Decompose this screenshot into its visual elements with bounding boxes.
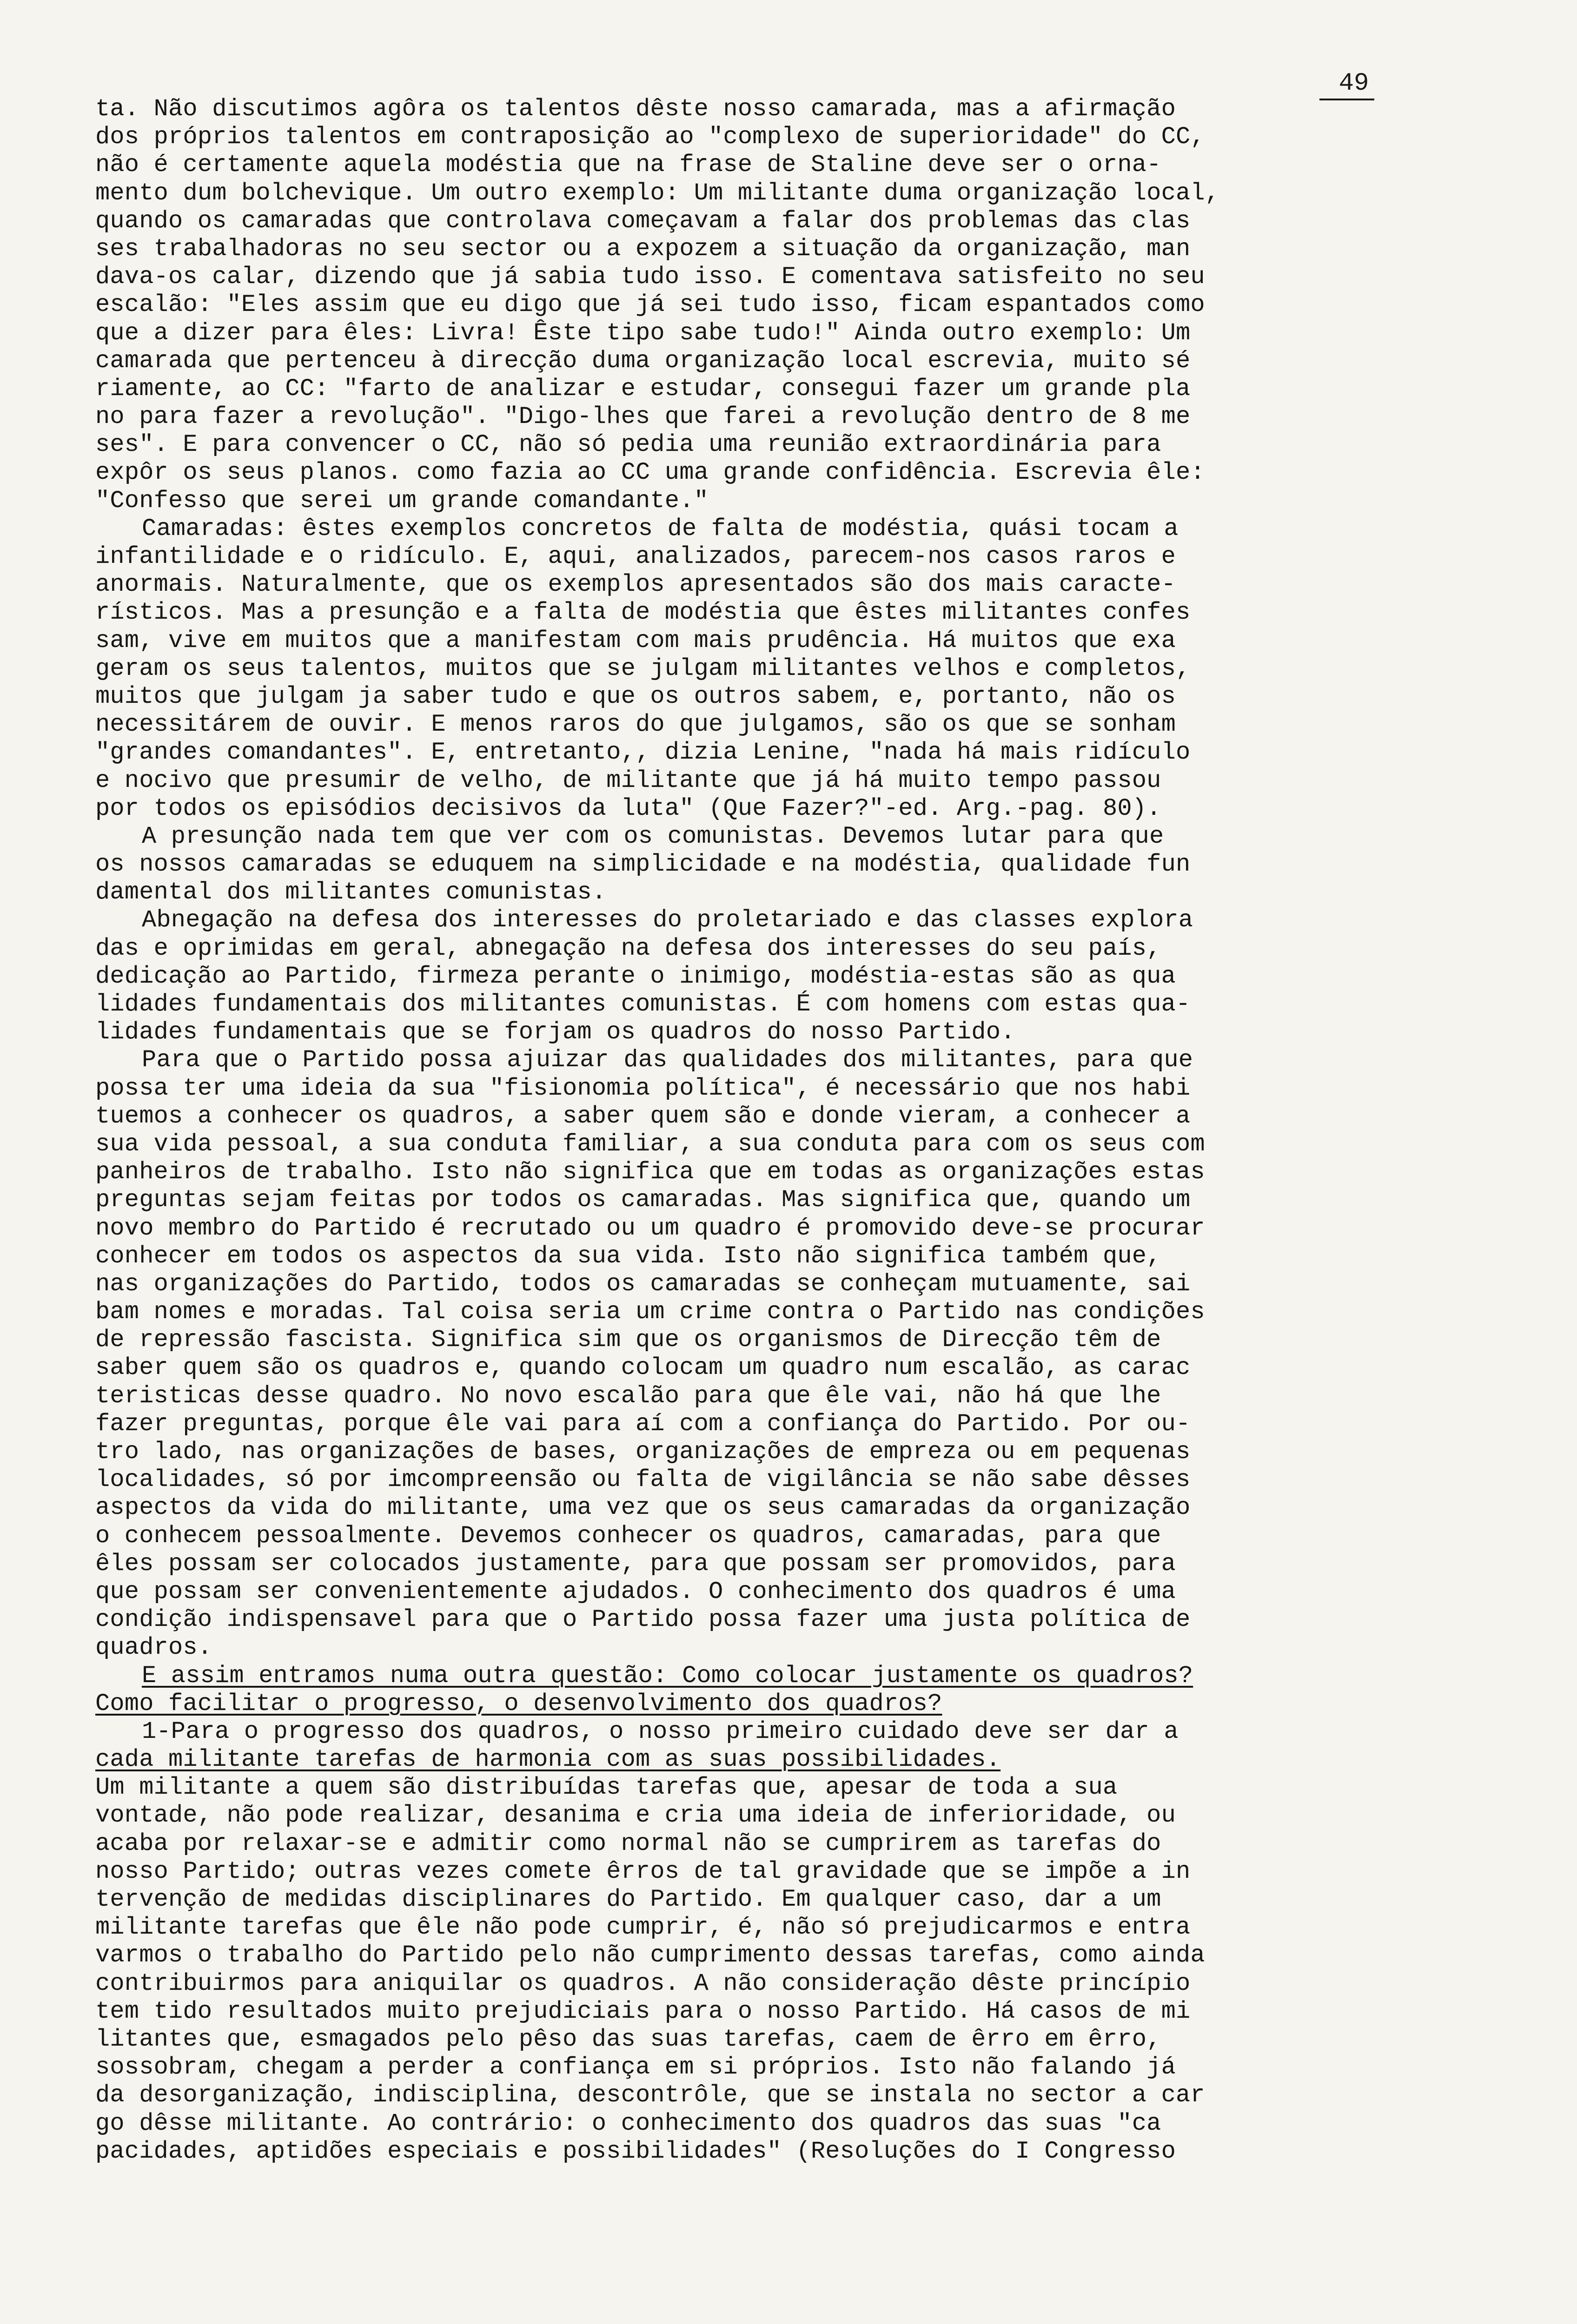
text-line xyxy=(95,1130,1495,1158)
text-line-content: panheiros de trabalho. Isto não significa que em todas as organizações estas xyxy=(95,1158,1205,1186)
text-line xyxy=(95,963,1495,990)
text-line xyxy=(95,1018,1495,1046)
text-line-content: camarada que pertenceu à direcção duma organização local escrevia, muito sé xyxy=(95,347,1191,375)
text-line xyxy=(95,2026,1495,2053)
text-line-content: no para fazer a revolução". "Digo-lhes que farei a revolução dentro de 8 me xyxy=(95,403,1191,431)
text-line-content: Camaradas: êstes exemplos concretos de falta de modéstia, quási tocam a xyxy=(142,515,1179,542)
text-line xyxy=(95,1158,1495,1186)
text-line xyxy=(95,207,1495,235)
text-line xyxy=(95,1242,1495,1270)
text-line xyxy=(95,711,1495,739)
text-line-content: necessitárem de ouvir. E menos raros do que julgamos, são os que se sonham xyxy=(95,711,1176,739)
text-line-content: ses trabalhadoras no seu sector ou a expozem a situação da organização, man xyxy=(95,235,1191,263)
text-line-content: preguntas sejam feitas por todos os camaradas. Mas significa que, quando um xyxy=(95,1186,1191,1214)
text-line-content: novo membro do Partido é recrutado ou um quadro é promovido deve-se procurar xyxy=(95,1214,1205,1242)
text-line-content: muitos que julgam ja saber tudo e que os outros sabem, e, portanto, não os xyxy=(95,682,1176,710)
text-line xyxy=(95,151,1495,179)
text-line xyxy=(95,459,1495,487)
text-line-content: acaba por relaxar-se e admitir como normal não se cumprirem as tarefas do xyxy=(95,1829,1161,1857)
text-line xyxy=(95,1326,1495,1354)
text-line-content: dedicação ao Partido, firmeza perante o inimigo, modéstia-estas são as qua xyxy=(95,962,1176,990)
text-line-content: das e oprimidas em geral, abnegação na defesa dos interesses do seu país, xyxy=(95,934,1161,962)
text-line xyxy=(95,1046,1495,1074)
text-line-content: o conhecem pessoalmente. Devemos conhecer os quadros, camaradas, para que xyxy=(95,1522,1161,1550)
text-line xyxy=(95,599,1495,627)
text-line-content: conhecer em todos os aspectos da sua vida. Isto não significa também que, xyxy=(95,1242,1161,1270)
text-line xyxy=(95,1410,1495,1438)
text-line-content: quadros. xyxy=(95,1634,212,1662)
text-line xyxy=(95,515,1495,543)
text-line xyxy=(95,1941,1495,1969)
text-line xyxy=(95,291,1495,319)
text-line-content: de repressão fascista. Significa sim que os organismos de Direcção têm de xyxy=(95,1326,1161,1354)
text-line-content: dos próprios talentos em contraposição ao "complexo de superioridade" do CC, xyxy=(95,123,1205,151)
text-line xyxy=(95,1914,1495,1941)
text-line-content: litantes que, esmagados pelo pêso das suas tarefas, caem de êrro em êrro, xyxy=(95,2025,1161,2053)
text-line xyxy=(95,795,1495,823)
text-line xyxy=(95,1382,1495,1410)
text-line-content: teristicas desse quadro. No novo escalão para que êle vai, não há que lhe xyxy=(95,1382,1161,1410)
text-line-content: saber quem são os quadros e, quando colocam um quadro num escalão, as carac xyxy=(95,1354,1191,1382)
text-line-content: pacidades, aptidões especiais e possibilidades" (Resoluções do I Congresso xyxy=(95,2137,1176,2165)
text-line xyxy=(95,1438,1495,1466)
text-line-content: "grandes comandantes". E, entretanto,, dizia Lenine, "nada há mais ridículo xyxy=(95,739,1191,766)
text-line xyxy=(95,375,1495,403)
text-line-content: damental dos militantes comunistas. xyxy=(95,878,607,906)
text-line-content: mento dum bolchevique. Um outro exemplo: Um militante duma organização local, xyxy=(95,179,1220,207)
text-line-content: geram os seus talentos, muitos que se julgam militantes velhos e completos, xyxy=(95,654,1191,682)
text-line-content: da desorganização, indisciplina, descontrôle, que se instala no sector a car xyxy=(95,2081,1205,2109)
text-line xyxy=(95,1578,1495,1606)
text-line xyxy=(95,1075,1495,1103)
text-line-content: bam nomes e moradas. Tal coisa seria um crime contra o Partido nas condições xyxy=(95,1298,1205,1326)
text-line xyxy=(95,2110,1495,2138)
text-line-content: tem tido resultados muito prejudiciais para o nosso Partido. Há casos de mi xyxy=(95,1997,1191,2025)
text-line xyxy=(95,655,1495,683)
text-line xyxy=(95,1718,1495,1746)
text-line-content: riamente, ao CC: "farto de analizar e estudar, consegui fazer um grande pla xyxy=(95,375,1191,403)
text-line-content: e nocivo que presumir de velho, de militante que já há muito tempo passou xyxy=(95,766,1161,794)
text-line xyxy=(95,123,1495,151)
text-line xyxy=(95,263,1495,291)
text-line-content: E assim entramos numa outra questão: Como colocar justamente os quadros? xyxy=(142,1662,1193,1690)
text-line xyxy=(95,1774,1495,1802)
text-line xyxy=(95,1298,1495,1326)
text-line xyxy=(95,1830,1495,1858)
text-line xyxy=(95,235,1495,263)
text-line xyxy=(95,823,1495,851)
text-line-content: fazer preguntas, porque êle vai para aí com a confiança do Partido. Por ou- xyxy=(95,1410,1191,1438)
text-line xyxy=(95,627,1495,655)
text-line xyxy=(95,543,1495,571)
text-line-content: tuemos a conhecer os quadros, a saber quem são e donde vieram, a conhecer a xyxy=(95,1102,1191,1130)
text-line-content: A presunção nada tem que ver com os comunistas. Devemos lutar para que xyxy=(142,822,1164,850)
text-line-content: ta. Não discutimos agôra os talentos dêste nosso camarada, mas a afirmação xyxy=(95,95,1176,123)
text-line-content: Como facilitar o progresso, o desenvolvimento dos quadros? xyxy=(95,1690,942,1717)
page-number: 49 xyxy=(1338,69,1369,98)
text-line xyxy=(95,1690,1495,1718)
text-line xyxy=(95,179,1495,207)
text-line-content: Para que o Partido possa ajuizar das qualidades dos militantes, para que xyxy=(142,1046,1193,1074)
text-line-content: tro lado, nas organizações de bases, organizações de empreza ou em pequenas xyxy=(95,1438,1191,1466)
text-line-content: Abnegação na defesa dos interesses do proletariado e das classes explora xyxy=(142,906,1193,934)
text-line-content: não é certamente aquela modéstia que na frase de Staline deve ser o orna- xyxy=(95,151,1161,179)
body-text xyxy=(95,95,1495,2166)
text-line-content: infantilidade e o ridículo. E, aqui, analizados, parecem-nos casos raros e xyxy=(95,543,1176,570)
text-line xyxy=(95,1466,1495,1494)
text-line-content: os nossos camaradas se eduquem na simplicidade e na modéstia, qualidade fun xyxy=(95,851,1191,878)
text-line xyxy=(95,1858,1495,1886)
text-line xyxy=(95,571,1495,599)
text-line-content: nosso Partido; outras vezes comete êrros de tal gravidade que se impõe a in xyxy=(95,1857,1191,1885)
text-line xyxy=(95,1970,1495,1998)
text-line-content: escalão: "Eles assim que eu digo que já sei tudo isso, ficam espantados como xyxy=(95,291,1205,319)
text-line xyxy=(95,1550,1495,1578)
text-line xyxy=(95,1494,1495,1522)
text-line-content: cada militante tarefas de harmonia com as suas possibilidades. xyxy=(95,1746,1001,1774)
text-line xyxy=(95,851,1495,878)
text-line-content: que possam ser convenientemente ajudados. O conhecimento dos quadros é uma xyxy=(95,1578,1176,1605)
text-line-content: possa ter uma ideia da sua "fisionomia política", é necessário que nos habi xyxy=(95,1074,1191,1102)
text-line-content: Um militante a quem são distribuídas tarefas que, apesar de toda a sua xyxy=(95,1774,1118,1802)
text-line-content: 1-Para o progresso dos quadros, o nosso primeiro cuidado deve ser dar a xyxy=(142,1717,1179,1745)
text-line xyxy=(95,767,1495,795)
text-line xyxy=(95,1270,1495,1298)
text-line-content: tervenção de medidas disciplinares do Partido. Em qualquer caso, dar a um xyxy=(95,1886,1161,1913)
text-line xyxy=(95,1522,1495,1550)
text-line-content: localidades, só por imcompreensão ou falta de vigilância se não sabe dêsses xyxy=(95,1466,1191,1494)
text-line-content: sossobram, chegam a perder a confiança em si próprios. Isto não falando já xyxy=(95,2053,1176,2081)
text-line xyxy=(95,2138,1495,2166)
text-line xyxy=(95,878,1495,906)
text-line-content: aspectos da vida do militante, uma vez que os seus camaradas da organização xyxy=(95,1494,1191,1522)
text-line xyxy=(95,739,1495,766)
text-line-content: lidades fundamentais dos militantes comunistas. É com homens com estas qua- xyxy=(95,990,1191,1018)
text-line xyxy=(95,1215,1495,1242)
text-line-content: contribuirmos para aniquilar os quadros. A não consideração dêste princípio xyxy=(95,1969,1191,1997)
text-line-content: vontade, não pode realizar, desanima e cria uma ideia de inferioridade, ou xyxy=(95,1802,1176,1829)
text-line-content: militante tarefas que êle não pode cumprir, é, não só prejudicarmos e entra xyxy=(95,1914,1191,1941)
text-line-content: go dêsse militante. Ao contrário: o conhecimento dos quadros das suas "ca xyxy=(95,2109,1161,2137)
text-line xyxy=(95,487,1495,515)
text-line-content: varmos o trabalho do Partido pelo não cumprimento dessas tarefas, como ainda xyxy=(95,1941,1205,1969)
text-line xyxy=(95,1746,1495,1774)
text-line-content: ses". E para convencer o CC, não só pedia uma reunião extraordinária para xyxy=(95,431,1161,459)
text-line xyxy=(95,1802,1495,1829)
text-line xyxy=(95,2053,1495,2081)
text-line-content: anormais. Naturalmente, que os exemplos apresentados são dos mais caracte- xyxy=(95,571,1176,599)
text-line xyxy=(95,347,1495,375)
text-line xyxy=(95,1662,1495,1690)
text-line xyxy=(95,1886,1495,1914)
text-line xyxy=(95,1634,1495,1662)
text-line-content: sam, vive em muitos que a manifestam com mais prudência. Há muitos que exa xyxy=(95,627,1176,654)
text-line xyxy=(95,935,1495,963)
text-line xyxy=(95,683,1495,711)
text-line xyxy=(95,906,1495,934)
text-line-content: expôr os seus planos. como fazia ao CC uma grande confidência. Escrevia êle: xyxy=(95,459,1205,487)
text-line xyxy=(95,2081,1495,2109)
text-line-content: êles possam ser colocados justamente, para que possam ser promovidos, para xyxy=(95,1550,1176,1578)
text-line-content: condição indispensavel para que o Partido possa fazer uma justa política de xyxy=(95,1606,1191,1634)
text-line xyxy=(95,1103,1495,1130)
text-line-content: quando os camaradas que controlava começavam a falar dos problemas das clas xyxy=(95,207,1191,235)
text-line xyxy=(95,319,1495,347)
text-line xyxy=(95,1606,1495,1634)
text-line xyxy=(95,403,1495,431)
text-line-content: "Confesso que serei um grande comandante." xyxy=(95,487,709,515)
text-line xyxy=(95,990,1495,1018)
text-line xyxy=(95,431,1495,459)
text-line-content: que a dizer para êles: Livra! Êste tipo sabe tudo!" Ainda outro exemplo: Um xyxy=(95,319,1191,347)
text-line xyxy=(95,95,1495,123)
text-line xyxy=(95,1998,1495,2026)
text-line xyxy=(95,1354,1495,1382)
text-line-content: sua vida pessoal, a sua conduta familiar, a sua conduta para com os seus com xyxy=(95,1130,1205,1158)
text-line-content: rísticos. Mas a presunção e a falta de modéstia que êstes militantes confes xyxy=(95,599,1191,627)
text-line-content: dava-os calar, dizendo que já sabia tudo isso. E comentava satisfeito no seu xyxy=(95,263,1205,291)
text-line-content: lidades fundamentais que se forjam os quadros do nosso Partido. xyxy=(95,1018,1015,1046)
text-line-content: nas organizações do Partido, todos os camaradas se conheçam mutuamente, sai xyxy=(95,1270,1191,1298)
text-line-content: por todos os episódios decisivos da luta" (Que Fazer?"-ed. Arg.-pag. 80). xyxy=(95,794,1161,822)
text-line xyxy=(95,1186,1495,1214)
